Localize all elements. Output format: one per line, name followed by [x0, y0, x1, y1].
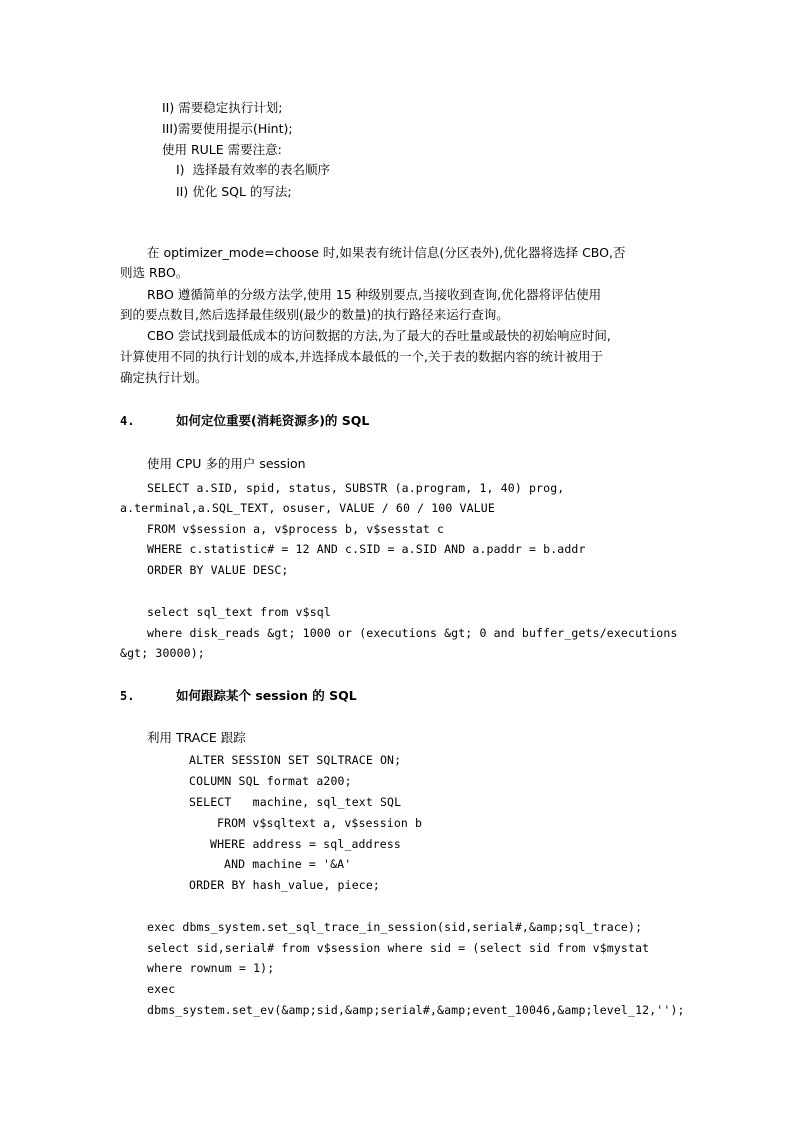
code-line: SELECT a.SID, spid, status, SUBSTR (a.program, 1, 40) prog,	[147, 481, 565, 495]
code-line: AND machine = '&A'	[224, 857, 352, 871]
code-line: COLUMN SQL format a200;	[189, 774, 352, 788]
section-5-title: 如何跟踪某个 session 的 SQL	[176, 688, 357, 703]
code-line: exec	[147, 982, 176, 996]
code-line: FROM v$session a, v$process b, v$sesstat c	[147, 522, 445, 536]
code-line: &gt; 30000);	[120, 646, 205, 660]
rule-sub-ii: II) 优化 SQL 的写法;	[176, 184, 292, 199]
code-line: FROM v$sqltext a, v$session b	[217, 816, 423, 830]
code-line: ORDER BY hash_value, piece;	[189, 878, 380, 892]
code-line: select sql_text from v$sql	[147, 605, 331, 619]
rule-sub-i: I) 选择最有效率的表名顺序	[176, 162, 331, 177]
paragraph-3-line-1: CBO 尝试找到最低成本的访问数据的方法,为了最大的吞吐量或最快的初始响应时间,	[147, 328, 611, 343]
code-line: WHERE c.statistic# = 12 AND c.SID = a.SID AND a.paddr = b.addr	[147, 542, 586, 556]
section-4-number: 4.	[120, 414, 135, 428]
code-line: WHERE address = sql_address	[210, 837, 401, 851]
paragraph-1-line-1: 在 optimizer_mode=choose 时,如果表有统计信息(分区表外),优化器将选择 CBO,否	[147, 245, 626, 260]
code-line: where disk_reads &gt; 1000 or (executions &gt; 0 and buffer_gets/executions	[147, 626, 678, 640]
code-line: where rownum = 1);	[147, 961, 275, 975]
code-line: select sid,serial# from v$session where sid = (select sid from v$mystat	[147, 941, 650, 955]
code-line: dbms_system.set_ev(&amp;sid,&amp;serial#,&amp;event_10046,&amp;level_12,'');	[147, 1003, 685, 1017]
code-line: exec dbms_system.set_sql_trace_in_session(sid,serial#,&amp;sql_trace);	[147, 920, 643, 934]
paragraph-2-line-1: RBO 遵循简单的分级方法学,使用 15 种级别要点,当接收到查询,优化器将评估使用	[147, 287, 602, 302]
section-5-number: 5.	[120, 689, 135, 703]
code-line: SELECT machine, sql_text SQL	[189, 795, 402, 809]
paragraph-3-line-2: 计算使用不同的执行计划的成本,并选择成本最低的一个,关于表的数据内容的统计被用于	[120, 349, 603, 364]
section-4-intro: 使用 CPU 多的用户 session	[147, 456, 306, 471]
rule-list-iii: III)需要使用提示(Hint);	[162, 121, 293, 136]
paragraph-2-line-2: 到的要点数目,然后选择最佳级别(最少的数量)的执行路径来运行查询。	[120, 307, 509, 322]
code-line: ORDER BY VALUE DESC;	[147, 563, 289, 577]
section-4-title: 如何定位重要(消耗资源多)的 SQL	[176, 413, 370, 428]
rule-note: 使用 RULE 需要注意:	[162, 142, 282, 157]
paragraph-1-line-2: 则选 RBO。	[120, 265, 189, 280]
section-5-intro: 利用 TRACE 跟踪	[147, 730, 246, 745]
paragraph-3-line-3: 确定执行计划。	[120, 370, 208, 385]
rule-list-ii: II) 需要稳定执行计划;	[162, 100, 283, 115]
code-line: a.terminal,a.SQL_TEXT, osuser, VALUE / 60 / 100 VALUE	[120, 501, 495, 515]
code-line: ALTER SESSION SET SQLTRACE ON;	[189, 753, 402, 767]
